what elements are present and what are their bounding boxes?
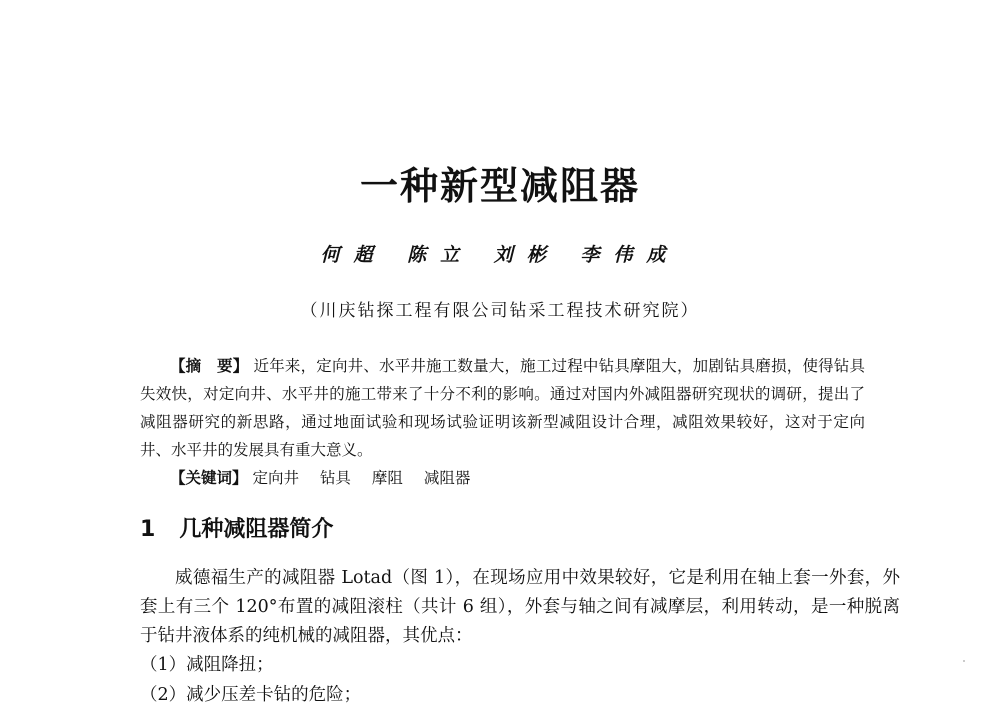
keywords-label: 【关键词】: [170, 469, 248, 487]
section-number: 1: [140, 517, 156, 542]
abstract-label: 【摘 要】: [170, 357, 249, 375]
keyword: 钻具: [319, 469, 351, 487]
list-item: （2）减少压差卡钻的危险；: [140, 685, 362, 705]
keyword: 减阻器: [423, 469, 471, 487]
list-item: （1）减阻降扭；: [140, 655, 274, 675]
abstract-text: 近年来，定向井、水平井施工数量大，施工过程中钻具摩阻大，加剧钻具磨损，使得钻具失效快，对定向井、水平井的施工带来了十分不利的影响。通过对国内外减阻器研究现状的调研，提出了减阻器研究的新思路，通过地面试验和现场试验证明该新型减阻设计合理，减阻效果较好，这对于定向井、水平井的发展具有重大意义。: [140, 357, 865, 459]
affiliation: （川庆钻探工程有限公司钻采工程技术研究院）: [300, 301, 700, 321]
keyword: 定向井: [252, 469, 299, 487]
abstract-block: [140, 352, 865, 464]
body-paragraph: 威德福生产的减阻器 Lotad（图 1），在现场应用中效果较好，它是利用在轴上套一外套，外套上有三个 120°布置的减阻滚柱（共计 6 组），外套与轴之间有减摩层，利用转动，是一种脱离于钻井液体系的纯机械的减阻器，其优点：: [140, 568, 900, 646]
section-title: 几种减阻器简介: [179, 517, 334, 542]
keyword: 摩阻: [371, 469, 403, 487]
section-heading: [140, 512, 333, 548]
paper-title: 一种新型减阻器: [359, 163, 640, 208]
keywords-block: [170, 464, 486, 492]
author-list: 何超 陈立 刘彬 李伟成: [320, 244, 680, 266]
scan-speck: [963, 660, 965, 662]
